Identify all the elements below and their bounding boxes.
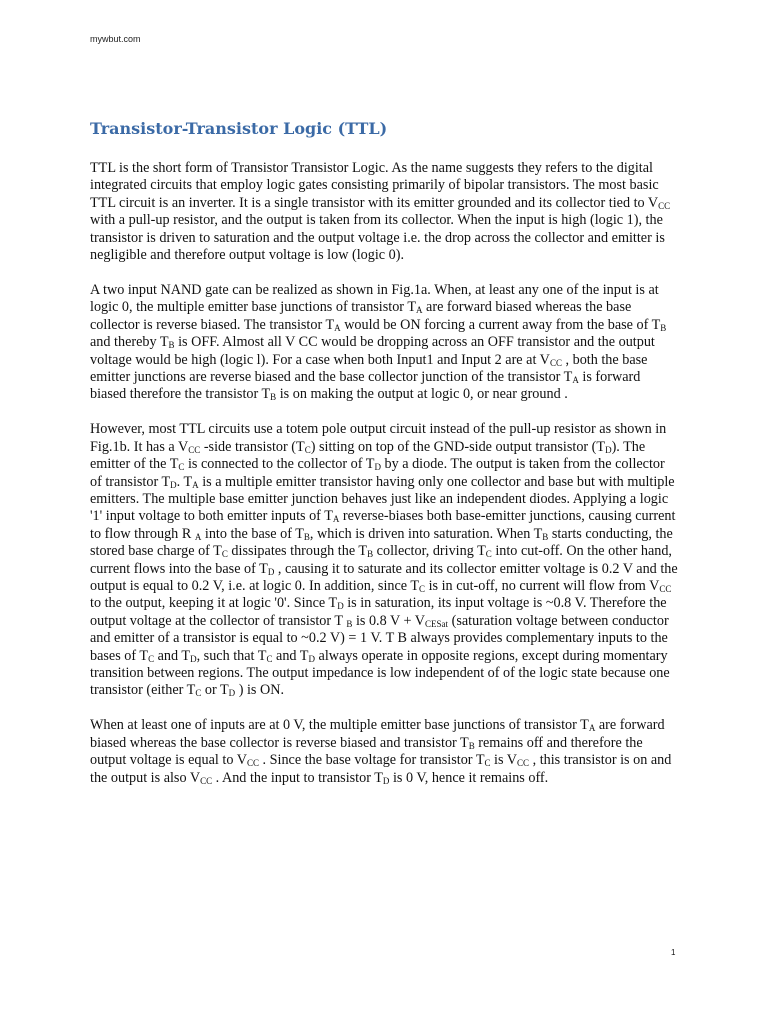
subscript: C bbox=[484, 758, 491, 769]
text-run: into the base of T bbox=[201, 525, 304, 542]
subscript: CC bbox=[188, 444, 201, 455]
subscript: B bbox=[346, 618, 353, 629]
subscript: B bbox=[468, 740, 475, 751]
text-run: is 0 V, hence it remains off. bbox=[389, 769, 549, 786]
subscript: A bbox=[572, 374, 579, 385]
text-run: , both the base emitter junctions are reverse biased and the base collector junction of the transistor T bbox=[90, 351, 648, 385]
subscript: A bbox=[588, 723, 596, 734]
page-title: Transistor-Transistor Logic (TTL) bbox=[90, 119, 388, 138]
subscript: CC bbox=[246, 758, 259, 769]
text-run: are forward biased whereas the base collector is reverse biased. The transistor T bbox=[90, 299, 632, 333]
text-run: However, most TTL circuits use a totem pole output circuit instead of the pull-up resistor as shown in Fig.1b. It has a V bbox=[90, 421, 667, 455]
subscript: C bbox=[485, 549, 492, 560]
page-number: 1 bbox=[671, 948, 676, 957]
text-run: . T bbox=[176, 473, 193, 490]
subscript: B bbox=[367, 549, 374, 560]
text-run: is connected to the collector of T bbox=[184, 456, 375, 473]
subscript: C bbox=[195, 688, 202, 699]
text-run: ). The emitter of the T bbox=[90, 438, 646, 473]
document-body bbox=[90, 160, 680, 804]
subscript: D bbox=[170, 479, 177, 490]
subscript: CESat bbox=[425, 618, 449, 629]
subscript: C bbox=[178, 462, 185, 473]
text-run: , such that T bbox=[196, 647, 267, 664]
text-run: and thereby T bbox=[90, 334, 169, 351]
subscript: CC bbox=[659, 583, 672, 594]
text-run: to the output, keeping it at logic '0'. Since T bbox=[90, 595, 338, 612]
subscript: D bbox=[228, 688, 236, 699]
subscript: D bbox=[337, 601, 344, 612]
subscript: B bbox=[660, 322, 667, 333]
text-run: , this transistor is on and the output is also V bbox=[90, 752, 672, 786]
text-run: is in saturation, its input voltage is ~0.8 V. Therefore the output voltage at the collector of transistor T bbox=[90, 595, 667, 629]
text-run: with a pull-up resistor, and the output is taken from its collector. When the input is high (logic 1), the transistor is driven to saturation and the output voltage i.e. the drop across the collector and emitter is negligible and therefore output voltage is low (logic 0). bbox=[90, 212, 665, 264]
text-run: into cut-off. On the other hand, current flows into the base of T bbox=[90, 543, 672, 577]
text-run: When at least one of inputs are at 0 V, the multiple emitter base junctions of transistor T bbox=[90, 717, 589, 734]
subscript: C bbox=[304, 444, 311, 455]
paragraph-2 bbox=[90, 282, 680, 404]
text-run: is in cut-off, no current will flow from V bbox=[425, 577, 660, 594]
subscript: D bbox=[190, 653, 197, 664]
site-header: mywbut.com bbox=[90, 34, 141, 44]
text-run: is OFF. Almost all V CC would be dropping across an OFF transistor and the output voltage would be high (logic l). For a case when both Input1 and Input 2 are at V bbox=[90, 334, 655, 368]
subscript: A bbox=[332, 514, 340, 525]
paragraph-1 bbox=[90, 160, 680, 264]
subscript: D bbox=[308, 653, 315, 664]
subscript: A bbox=[192, 479, 199, 490]
text-run: is a multiple emitter transistor having only one collector and base but with multiple emitters. The multiple base emitter junction behaves just like an independent diodes. Applying a logic '1' input voltage to both emitter inputs of T bbox=[90, 473, 675, 525]
paragraph-3 bbox=[90, 421, 680, 700]
text-run: are forward biased whereas the base collector is reverse biased and transistor T bbox=[90, 717, 665, 751]
text-run: is V bbox=[490, 752, 518, 769]
text-run: A two input NAND gate can be realized as shown in Fig.1a. When, at least any one of the input is at logic 0, the multiple emitter base junctions of transistor T bbox=[90, 281, 659, 316]
text-run: starts conducting, the stored base charge of T bbox=[90, 525, 673, 560]
subscript: A bbox=[416, 305, 423, 316]
paragraph-4 bbox=[90, 717, 680, 787]
subscript: C bbox=[419, 583, 426, 594]
subscript: CC bbox=[200, 775, 213, 786]
subscript: B bbox=[168, 340, 175, 351]
text-run: -side transistor (T bbox=[200, 438, 305, 455]
subscript: C bbox=[148, 653, 155, 664]
subscript: B bbox=[542, 531, 549, 542]
text-run: , causing it to saturate and its collector emitter voltage is 0.2 V and the output is equal to 0.2 V, i.e. at logic 0. In addition, since T bbox=[90, 560, 678, 594]
subscript: B bbox=[270, 392, 277, 403]
text-run: , which is driven into saturation. When T bbox=[309, 525, 543, 542]
text-run: by a diode. The output is taken from the collector of transistor T bbox=[90, 456, 665, 490]
subscript: CC bbox=[549, 357, 562, 368]
subscript: D bbox=[267, 566, 275, 577]
text-run: is on making the output at logic 0, or near ground . bbox=[276, 386, 568, 403]
text-run: (saturation voltage between conductor and emitter of a transistor is equal to ~0.2 V) = 1 V. T B always provides complementary inputs to the bases of T bbox=[90, 612, 669, 664]
text-run: dissipates through the T bbox=[227, 543, 368, 560]
text-run: and T bbox=[272, 647, 309, 664]
text-run: would be ON forcing a current away from the base of T bbox=[340, 316, 661, 333]
subscript: A bbox=[194, 531, 202, 542]
subscript: CC bbox=[517, 758, 530, 769]
text-run: reverse-biases both base-emitter junctions, causing current to flow through R bbox=[90, 508, 676, 542]
subscript: C bbox=[221, 549, 228, 560]
text-run: ) sitting on top of the GND-side output transistor (T bbox=[310, 438, 606, 455]
text-run: . Since the base voltage for transistor T bbox=[258, 752, 485, 769]
subscript: CC bbox=[658, 200, 671, 211]
subscript: D bbox=[374, 462, 381, 473]
text-run: . And the input to transistor T bbox=[212, 769, 383, 786]
text-run: always operate in opposite regions, except during momentary transition between regions. The output impedance is low independent of of the logic state because one transistor (either T bbox=[90, 647, 670, 699]
subscript: D bbox=[382, 775, 390, 786]
text-run: or T bbox=[201, 682, 229, 699]
text-run: ) is ON. bbox=[235, 682, 285, 699]
text-run: is forward biased therefore the transistor T bbox=[90, 368, 641, 403]
text-run: is 0.8 V + V bbox=[352, 612, 426, 629]
subscript: B bbox=[303, 531, 310, 542]
subscript: A bbox=[334, 322, 341, 333]
text-run: and T bbox=[154, 647, 191, 664]
text-run: TTL is the short form of Transistor Transistor Logic. As the name suggests they refers to the digital integrated circuits that employ logic gates consisting primarily of bipolar transistors. The most basic TTL circuit is an inverter. It is a single transistor with its emitter grounded and its collector tied to V bbox=[90, 160, 659, 211]
subscript: D bbox=[605, 444, 612, 455]
subscript: C bbox=[266, 653, 273, 664]
text-run: remains off and therefore the output voltage is equal to V bbox=[90, 734, 643, 769]
text-run: collector, driving T bbox=[373, 543, 486, 560]
